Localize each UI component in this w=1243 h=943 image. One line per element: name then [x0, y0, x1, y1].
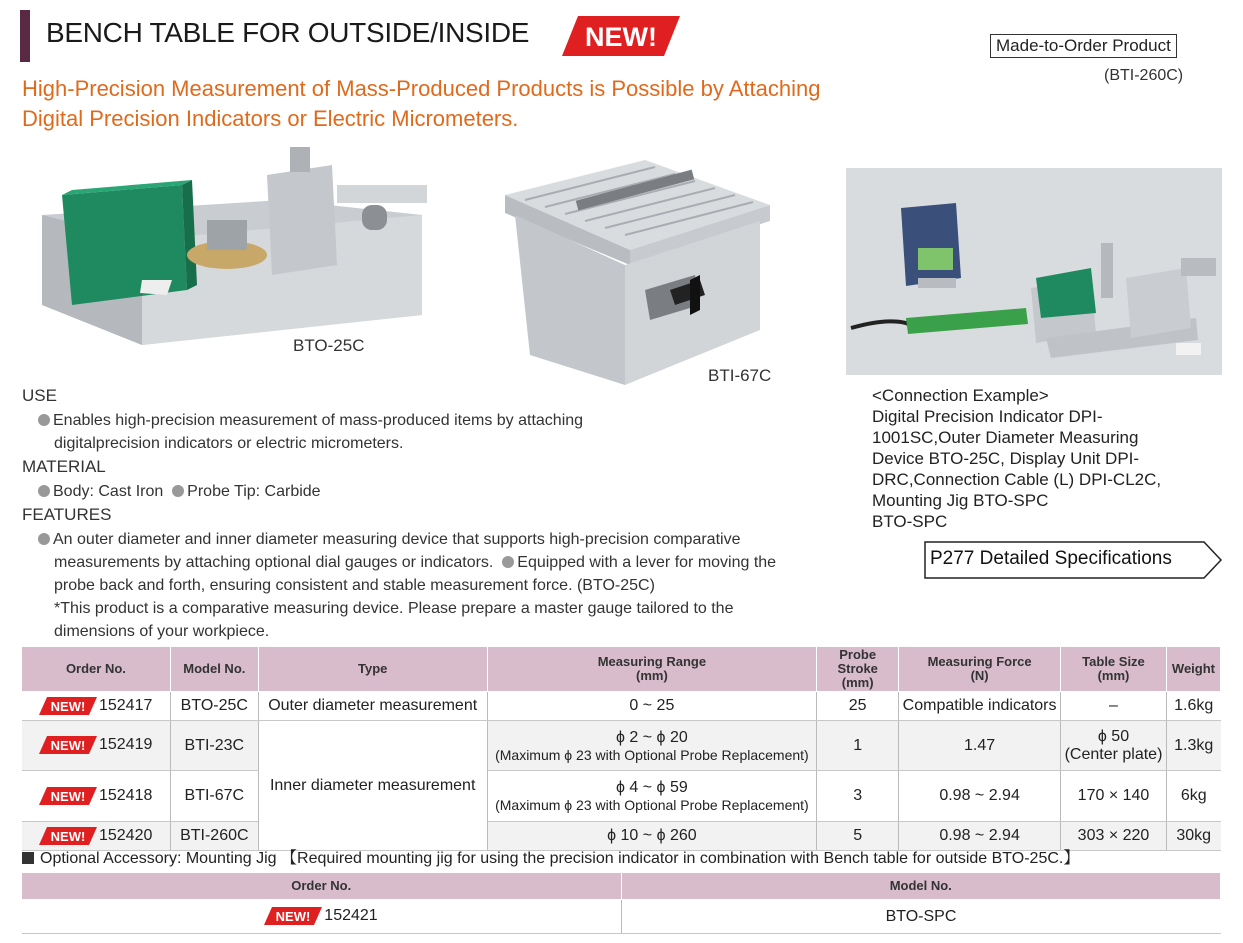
use-heading: USE: [22, 386, 57, 405]
table-row: [22, 692, 1221, 721]
stroke-cell: 3: [817, 771, 899, 822]
acc-col-header-order: Order No.: [22, 873, 622, 900]
acc-col-header-model: Model No.: [621, 873, 1221, 900]
new-badge-large: [562, 16, 680, 56]
connection-line: Digital Precision Indicator DPI-: [872, 407, 1103, 426]
col-header-size: Table Size (mm): [1061, 647, 1167, 692]
weight-cell: 1.3kg: [1166, 721, 1220, 771]
use-line-1: Enables high-precision measurement of mass-produced items by attaching: [53, 412, 584, 429]
connection-line: Device BTO-25C, Display Unit DPI-: [872, 449, 1140, 468]
bullet-icon: [38, 414, 50, 426]
features-line-2a: measurements by attaching optional dial gauges or indicators.: [54, 554, 494, 571]
bullet-icon: [38, 533, 50, 545]
size-cell: ϕ 50 (Center plate): [1061, 721, 1167, 771]
new-badge-small: [264, 907, 322, 925]
type-cell: Outer diameter measurement: [258, 692, 487, 721]
connection-line: Mounting Jig BTO-SPC: [872, 491, 1049, 510]
new-badge-large-text: NEW!: [585, 22, 657, 52]
accessory-line: Optional Accessory: Mounting Jig 【Required mounting jig for using the precision indicator in combination with Bench table for outside BTO-25C.】: [22, 845, 1079, 868]
order-cell: NEW! 152419: [22, 721, 171, 771]
col-header-force: Measuring Force (N): [899, 647, 1061, 692]
subtitle-line-1: High-Precision Measurement of Mass-Produced Products is Possible by Attaching: [22, 76, 821, 101]
size-cell: 303 × 220: [1061, 822, 1167, 851]
connection-example-photo: [846, 168, 1222, 375]
subtitle-line-2: Digital Precision Indicators or Electric Micrometers.: [22, 106, 519, 131]
features-line-1: An outer diameter and inner diameter measuring device that supports high-precision comparative: [53, 531, 741, 548]
model-cell: BTI-67C: [170, 771, 258, 822]
material-heading: MATERIAL: [22, 457, 106, 476]
features-line-2b: Equipped with a lever for moving the: [517, 554, 777, 571]
product-image-bti-67c: [495, 155, 780, 390]
material-tip: Probe Tip: Carbide: [187, 483, 321, 500]
use-text: [38, 409, 838, 455]
weight-cell: 1.6kg: [1166, 692, 1220, 721]
col-header-weight: Weight: [1166, 647, 1220, 692]
bullet-icon: [172, 485, 184, 497]
col-header-range: Measuring Range (mm): [487, 647, 817, 692]
features-line-4: *This product is a comparative measuring device. Please prepare a master gauge tailored to the: [54, 600, 734, 617]
caption-bto-25c: BTO-25C: [293, 336, 365, 355]
caption-bti-67c: BTI-67C: [708, 366, 772, 385]
detailed-spec-link[interactable]: P277 Detailed Specifications: [930, 548, 1172, 569]
weight-cell: 6kg: [1166, 771, 1220, 822]
acc-model-cell: BTO-SPC: [621, 900, 1221, 934]
svg-text:NEW!: NEW!: [50, 788, 86, 804]
use-line-2: digitalprecision indicators or electric micrometers.: [54, 435, 404, 452]
material-body: Body: Cast Iron: [53, 483, 164, 500]
force-cell: Compatible indicators: [899, 692, 1061, 721]
material-text: [38, 480, 321, 503]
model-cell: BTI-23C: [170, 721, 258, 771]
table-row: [22, 771, 1221, 822]
range-cell: ϕ 4 ~ ϕ 59 (Maximum ϕ 23 with Optional Probe Replacement): [487, 771, 817, 822]
new-badge-small: [39, 827, 97, 845]
order-cell: NEW! 152420: [22, 822, 171, 851]
col-header-type: Type: [258, 647, 487, 692]
stroke-cell: 25: [817, 692, 899, 721]
col-header-order: Order No.: [22, 647, 171, 692]
features-line-5: dimensions of your workpiece.: [54, 623, 270, 640]
product-image-bto-25c: [32, 145, 462, 345]
subtitle: [22, 74, 922, 134]
col-header-stroke: Probe Stroke (mm): [817, 647, 899, 692]
spec-table: [21, 646, 1221, 851]
order-cell: NEW! 152418: [22, 771, 171, 822]
model-cell: BTO-25C: [170, 692, 258, 721]
accessory-table: [21, 872, 1221, 934]
col-header-model: Model No.: [170, 647, 258, 692]
bullet-icon: [502, 556, 514, 568]
connection-line: 1001SC,Outer Diameter Measuring: [872, 428, 1139, 447]
page-title: BENCH TABLE FOR OUTSIDE/INSIDE: [46, 17, 530, 48]
square-bullet-icon: [22, 852, 34, 864]
force-cell: 1.47: [899, 721, 1061, 771]
force-cell: 0.98 ~ 2.94: [899, 771, 1061, 822]
connection-line: DRC,Connection Cable (L) DPI-CL2C,: [872, 470, 1162, 489]
table-row: [22, 900, 1221, 934]
new-badge-small: [39, 697, 97, 715]
features-heading: FEATURES: [22, 505, 112, 524]
connection-line: BTO-SPC: [872, 512, 948, 531]
connection-line: <Connection Example>: [872, 386, 1049, 405]
size-cell: 170 × 140: [1061, 771, 1167, 822]
table-row: [22, 721, 1221, 771]
size-cell: –: [1061, 692, 1167, 721]
model-cell: BTI-260C: [170, 822, 258, 851]
weight-cell: 30kg: [1166, 822, 1220, 851]
stroke-cell: 1: [817, 721, 899, 771]
svg-text:NEW!: NEW!: [50, 698, 86, 714]
new-badge-small: [39, 736, 97, 754]
bullet-icon: [38, 485, 50, 497]
made-to-order-label: Made-to-Order Product: [990, 34, 1177, 58]
title-accent-bar: [20, 10, 30, 62]
type-cell-inner: Inner diameter measurement: [258, 721, 487, 851]
svg-text:NEW!: NEW!: [50, 828, 86, 844]
new-badge-small: [39, 787, 97, 805]
order-cell: NEW! 152417: [22, 692, 171, 721]
svg-text:NEW!: NEW!: [275, 909, 311, 925]
connection-example-text: [872, 385, 1222, 532]
range-cell: 0 ~ 25: [487, 692, 817, 721]
force-cell: 0.98 ~ 2.94: [899, 822, 1061, 851]
svg-text:NEW!: NEW!: [50, 738, 86, 754]
acc-order-cell: NEW! 152421: [22, 900, 622, 934]
range-cell: ϕ 2 ~ ϕ 20 (Maximum ϕ 23 with Optional Probe Replacement): [487, 721, 817, 771]
stroke-cell: 5: [817, 822, 899, 851]
features-text: [38, 528, 868, 643]
range-cell: ϕ 10 ~ ϕ 260: [487, 822, 817, 851]
features-line-3: probe back and forth, ensuring consistent and stable measurement force. (BTO-25C): [54, 577, 655, 594]
made-to-order-code: (BTI-260C): [1104, 67, 1184, 84]
